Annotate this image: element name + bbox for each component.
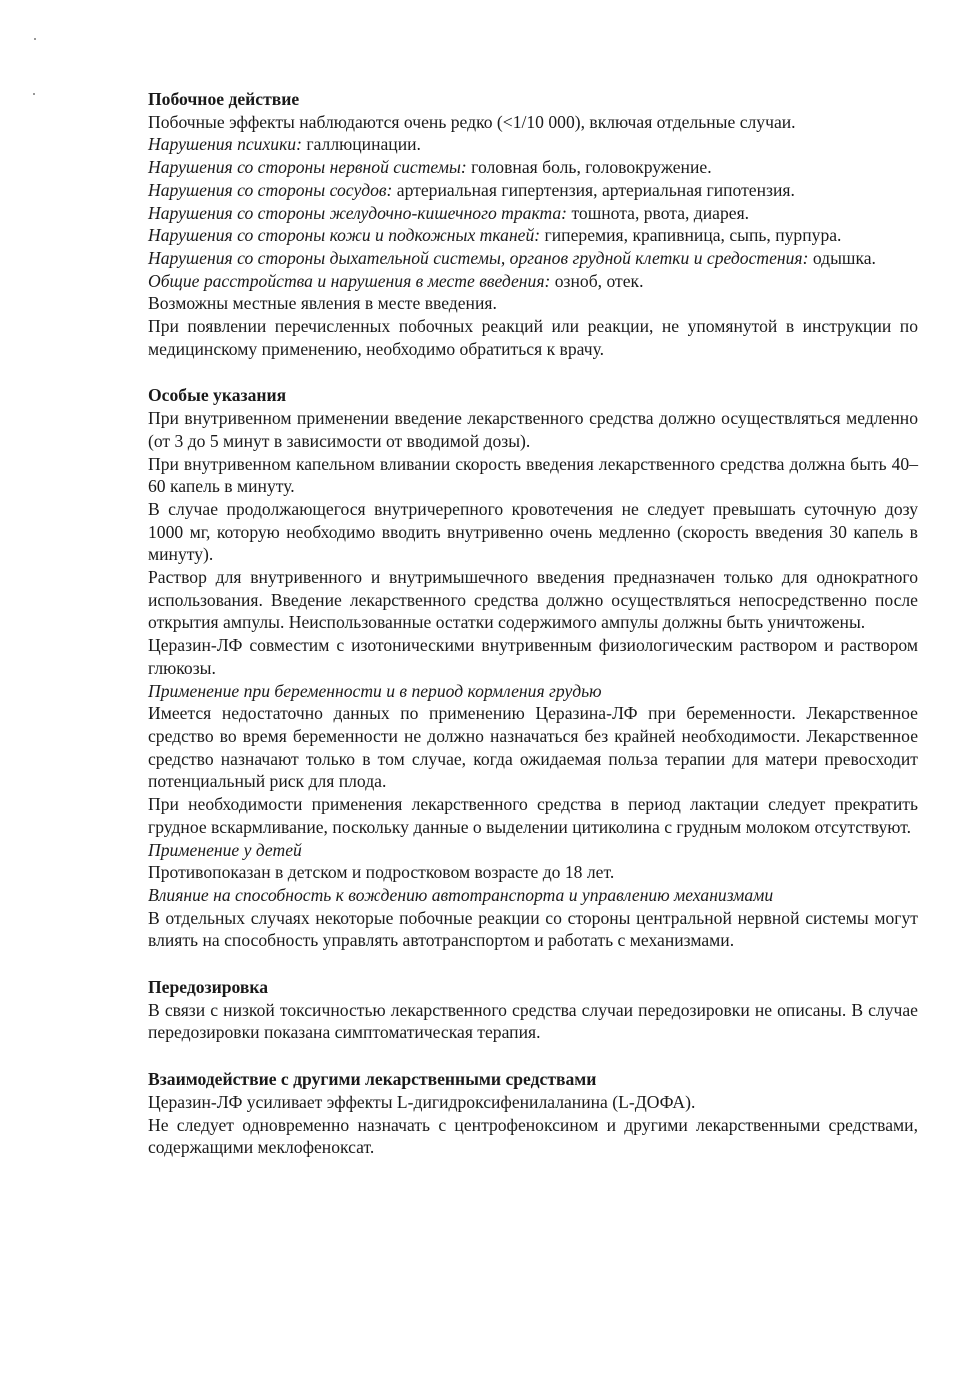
side-effect-nervous [148,156,918,179]
overdose-paragraph: В связи с низкой токсичностью лекарственного средства случаи передозировки не описаны. В случае передозировки показана симптоматическая терапия. [148,999,918,1043]
subsection-title-pregnancy: Применение при беременности и в период кормления грудью [148,680,602,701]
special-paragraph: В случае продолжающегося внутричерепного кровотечения не следует превышать суточную дозу 1000 мг, которую необходимо вводить внутривенно очень медленно (скорость введения 30 капель в минуту). [148,498,918,565]
section-title-special: Особые указания [148,385,287,406]
subsection-title-driving: Влияние на способность к вождению автотранспорта и управлению механизмами [148,884,774,905]
item-label: Нарушения со стороны кожи и подкожных тканей: [148,225,541,246]
item-text: тошнота, рвота, диарея. [567,202,750,223]
side-effects-intro: Побочные эффекты наблюдаются очень редко (<1/10 000), включая отдельные случаи. [148,111,796,132]
item-label: Нарушения со стороны нервной системы: [148,157,467,178]
special-paragraph: Церазин-ЛФ совместим с изотоническими внутривенным физиологическим раствором и раствором глюкозы. [148,635,918,678]
scan-speck [34,38,36,40]
side-effect-general [148,270,918,293]
interaction-paragraph: Не следует одновременно назначать с центрофеноксином и другими лекарственными средствами, содержащими меклофеноксат. [148,1114,918,1158]
scan-speck [33,93,35,95]
interaction-paragraph: Церазин-ЛФ усиливает эффекты L-дигидроксифенилаланина (L-ДОФА). [148,1091,696,1112]
special-paragraph: При внутривенном применении введение лекарственного средства должно осуществляться медленно (от 3 до 5 минут в зависимости от вводимой дозы). [148,408,918,451]
driving-paragraph: В отдельных случаях некоторые побочные реакции со стороны центральной нервной системы могут влиять на способность управлять автотранспортом и работать с механизмами. [148,907,918,951]
side-effect-respiratory [148,247,918,270]
item-label: Нарушения со стороны сосудов: [148,179,393,200]
item-text: артериальная гипертензия, артериальная гипотензия. [392,179,795,200]
subsection-title-children: Применение у детей [148,839,302,860]
side-effects-note: При появлении перечисленных побочных реакций или реакции, не упомянутой в инструкции по медицинскому применению, необходимо обратиться к врачу. [148,316,918,359]
item-text: одышка. [808,247,876,268]
item-text: озноб, отек. [550,270,644,291]
pregnancy-paragraph: При необходимости применения лекарственного средства в период лактации следует прекратить грудное вскармливание, поскольку данные о выделении цитиколина с грудным молоком отсутствуют. [148,794,918,837]
special-paragraph: Раствор для внутривенного и внутримышечного введения предназначен только для однократного использования. Введение лекарственного средства должно осуществляться непосредственно после открытия ампулы. Неиспользованные остатки содержимого ампулы должны быть уничтожены. [148,567,918,633]
item-label: Нарушения со стороны желудочно-кишечного тракта: [148,202,568,223]
section-title-overdose: Передозировка [148,977,269,998]
side-effect-vascular [148,179,918,202]
item-text: головная боль, головокружение. [466,157,712,178]
item-text: гиперемия, крапивница, сыпь, пурпура. [540,225,842,246]
document-page [148,88,918,1159]
special-paragraph: При внутривенном капельном вливании скорость введения лекарственного средства должна быть 40–60 капель в минуту. [148,453,918,497]
item-label: Нарушения со стороны дыхательной системы, органов грудной клетки и средостения: [148,247,809,268]
side-effect-skin [148,224,918,247]
children-paragraph: Противопоказан в детском и подростковом возрасте до 18 лет. [148,862,615,883]
side-effect-psychiatric [148,133,918,156]
side-effects-local: Возможны местные явления в месте введения. [148,293,497,314]
item-label: Нарушения психики: [148,134,302,155]
section-title-side-effects: Побочное действие [148,89,300,109]
item-label: Общие расстройства и нарушения в месте введения: [148,270,551,291]
side-effect-gastro [148,202,918,225]
section-title-interaction: Взаимодействие с другими лекарственными средствами [148,1069,597,1090]
item-text: галлюцинации. [301,134,421,155]
pregnancy-paragraph: Имеется недостаточно данных по применению Церазина-ЛФ при беременности. Лекарственное средство во время беременности не должно назначаться без крайней необходимости. Лекарственное средство назначают только в том случае, когда ожидаемая польза терапии для матери превосходит потенциальный риск для плода. [148,703,918,792]
